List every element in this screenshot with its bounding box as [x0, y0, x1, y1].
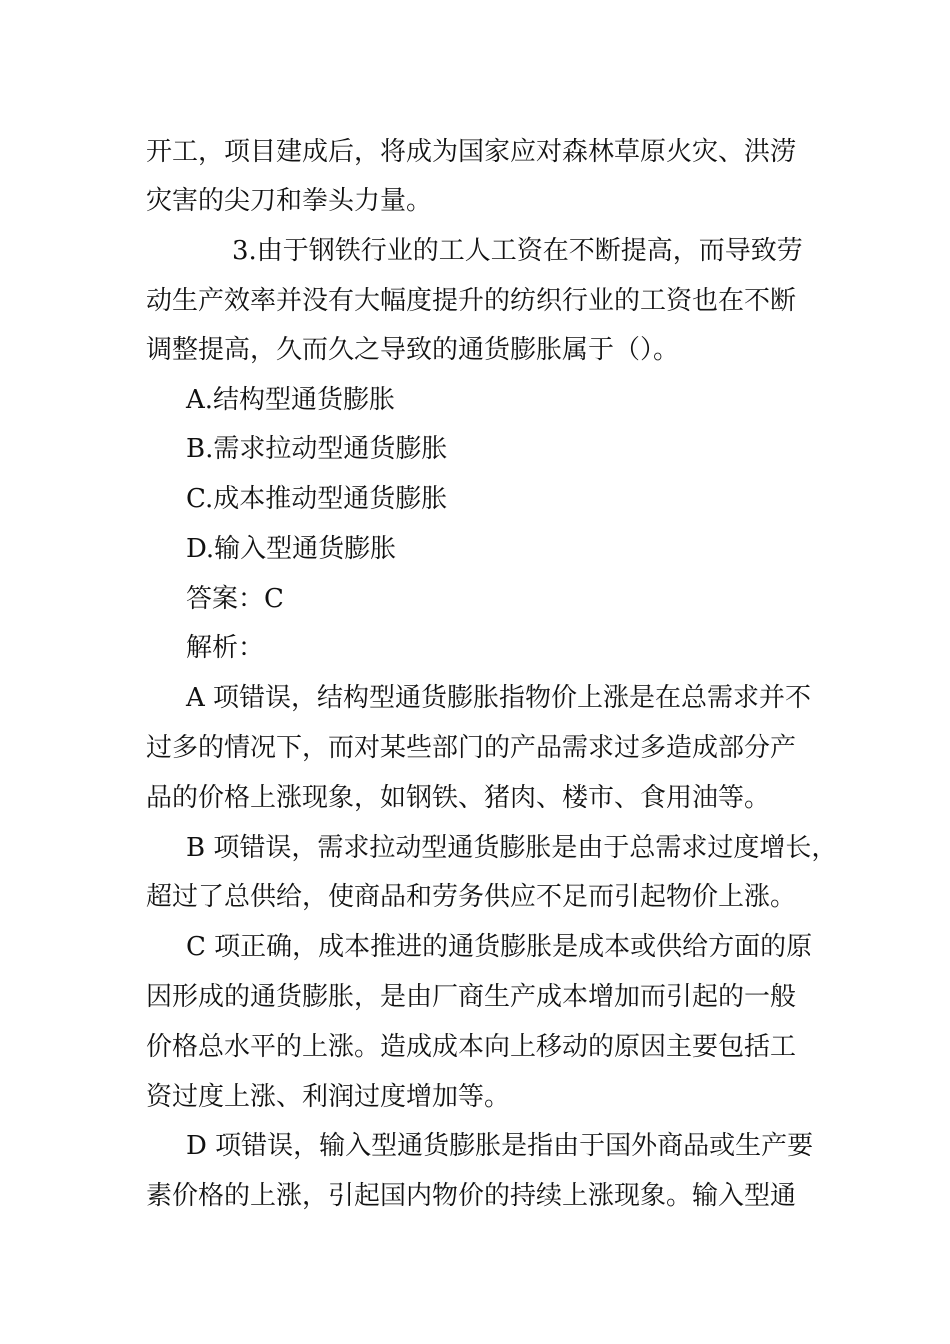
analysis-c-line: C 项正确，成本推进的通货膨胀是成本或供给方面的原 — [186, 932, 813, 962]
analysis-c-line: 因形成的通货膨胀，是由厂商生产成本增加而引起的一般 — [146, 982, 797, 1012]
analysis-d-line: D 项错误，输入型通货膨胀是指由于国外商品或生产要 — [186, 1131, 814, 1161]
option-d: D.输入型通货膨胀 — [186, 534, 397, 564]
analysis-a-line: A 项错误，结构型通货膨胀指物价上涨是在总需求并不 — [186, 683, 812, 713]
option-b: B.需求拉动型通货膨胀 — [186, 434, 448, 464]
analysis-d-line: 素价格的上涨，引起国内物价的持续上涨现象。输入型通 — [146, 1181, 797, 1211]
answer-line: 答案：C — [186, 584, 284, 614]
option-c: C.成本推动型通货膨胀 — [186, 484, 448, 514]
question-text-line: 动生产效率并没有大幅度提升的纺织行业的工资也在不断 — [146, 286, 797, 316]
question-text-line: 调整提高，久而久之导致的通货膨胀属于（）。 — [146, 335, 680, 365]
analysis-label: 解析： — [186, 633, 265, 663]
text-line: 灾害的尖刀和拳头力量。 — [146, 186, 433, 216]
analysis-a-line: 品的价格上涨现象，如钢铁、猪肉、楼市、食用油等。 — [146, 783, 771, 813]
question-text-line: 3.由于钢铁行业的工人工资在不断提高，而导致劳 — [232, 236, 803, 266]
analysis-b-line: B 项错误，需求拉动型通货膨胀是由于总需求过度增长， — [186, 833, 838, 863]
analysis-c-line: 资过度上涨、利润过度增加等。 — [146, 1082, 511, 1112]
analysis-c-line: 价格总水平的上涨。造成成本向上移动的原因主要包括工 — [146, 1032, 797, 1062]
analysis-b-line: 超过了总供给，使商品和劳务供应不足而引起物价上涨。 — [146, 882, 797, 912]
text-line: 开工，项目建成后，将成为国家应对森林草原火灾、洪涝 — [146, 137, 797, 167]
option-a: A.结构型通货膨胀 — [186, 385, 396, 415]
analysis-a-line: 过多的情况下，而对某些部门的产品需求过多造成部分产 — [146, 733, 797, 763]
